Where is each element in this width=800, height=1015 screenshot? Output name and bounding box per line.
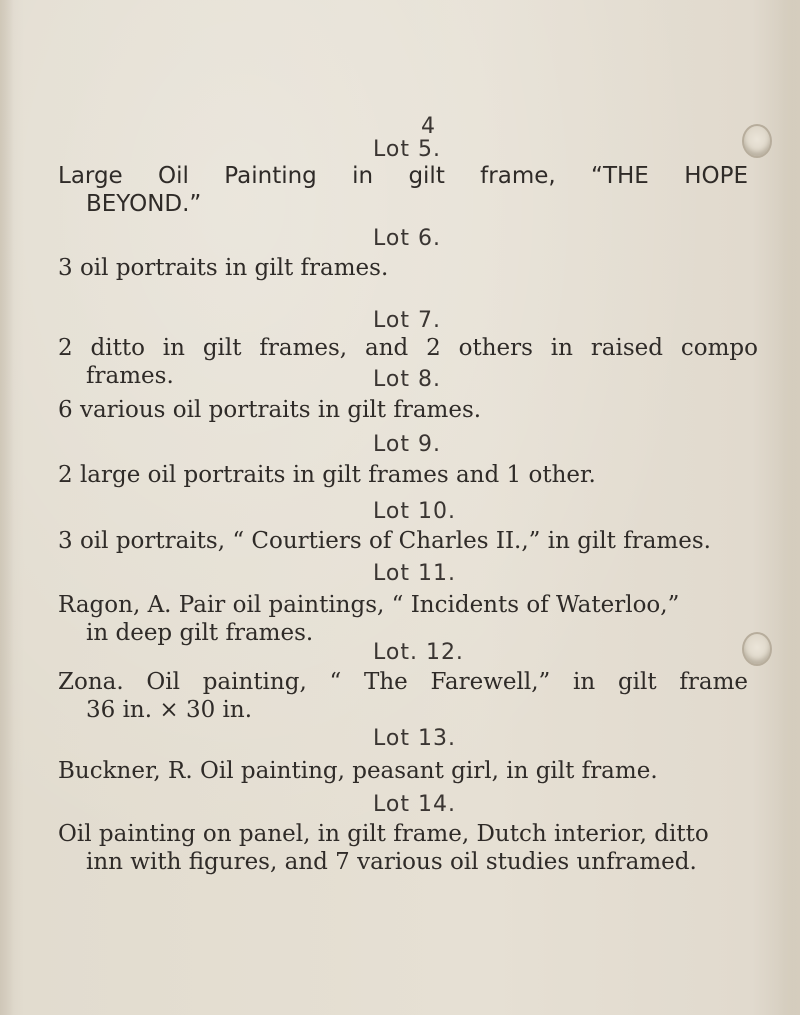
page-left-edge-shadow [0, 0, 14, 1015]
lot-14-line-2: inn with figures, and 7 various oil studies unframed. [86, 849, 697, 875]
lot-10-heading: Lot 10. [373, 499, 456, 524]
lot-14-line-1: Oil painting on panel, in gilt frame, Dutch interior, ditto [58, 821, 709, 847]
lot-10-description [58, 527, 748, 555]
lot-12-line-2: 36 in. × 30 in. [86, 697, 253, 723]
lot-6-description [58, 254, 748, 282]
lot-9-line-1: 2 large oil portraits in gilt frames and 1 other. [58, 462, 596, 488]
lot-6-heading: Lot 6. [373, 226, 441, 251]
lot-12-heading: Lot. 12. [373, 640, 464, 665]
lot-5-heading: Lot 5. [373, 137, 441, 162]
lot-11-line-1: Ragon, A. Pair oil paintings, “ Incidents of Waterloo,” [58, 592, 680, 618]
lot-10-line-1: 3 oil portraits, “ Courtiers of Charles II.,” in gilt frames. [58, 528, 711, 554]
lot-13-heading: Lot 13. [373, 726, 456, 751]
lot-13-description [58, 757, 748, 785]
lot-5-line-2: BEYOND.” [86, 191, 202, 217]
page-number: 4 [421, 114, 435, 139]
lot-11-description [58, 591, 748, 647]
lot-12-line-1: Zona. Oil painting, “ The Farewell,” in gilt frame [58, 669, 748, 695]
binding-hole-icon [742, 124, 772, 158]
page-right-edge-shadow [778, 0, 800, 1015]
lot-6-line-1: 3 oil portraits in gilt frames. [58, 255, 389, 281]
lot-5-description [58, 162, 748, 218]
lot-7-line-1: 2 ditto in gilt frames, and 2 others in raised compo [58, 335, 758, 361]
lot-11-heading: Lot 11. [373, 561, 456, 586]
lot-9-heading: Lot 9. [373, 432, 441, 457]
lot-7-heading: Lot 7. [373, 308, 441, 333]
lot-13-line-1: Buckner, R. Oil painting, peasant girl, in gilt frame. [58, 758, 658, 784]
lot-11-line-2: in deep gilt frames. [86, 620, 314, 646]
lot-9-description [58, 461, 748, 489]
lot-8-description [58, 396, 748, 424]
lot-8-heading: Lot 8. [373, 367, 441, 392]
lot-8-line-1: 6 various oil portraits in gilt frames. [58, 397, 482, 423]
lot-5-line-1: Large Oil Painting in gilt frame, “THE HOPE [58, 163, 748, 189]
lot-14-description [58, 820, 748, 876]
lot-12-description [58, 668, 748, 724]
lot-7-line-2: frames. [86, 363, 174, 389]
lot-14-heading: Lot 14. [373, 792, 456, 817]
